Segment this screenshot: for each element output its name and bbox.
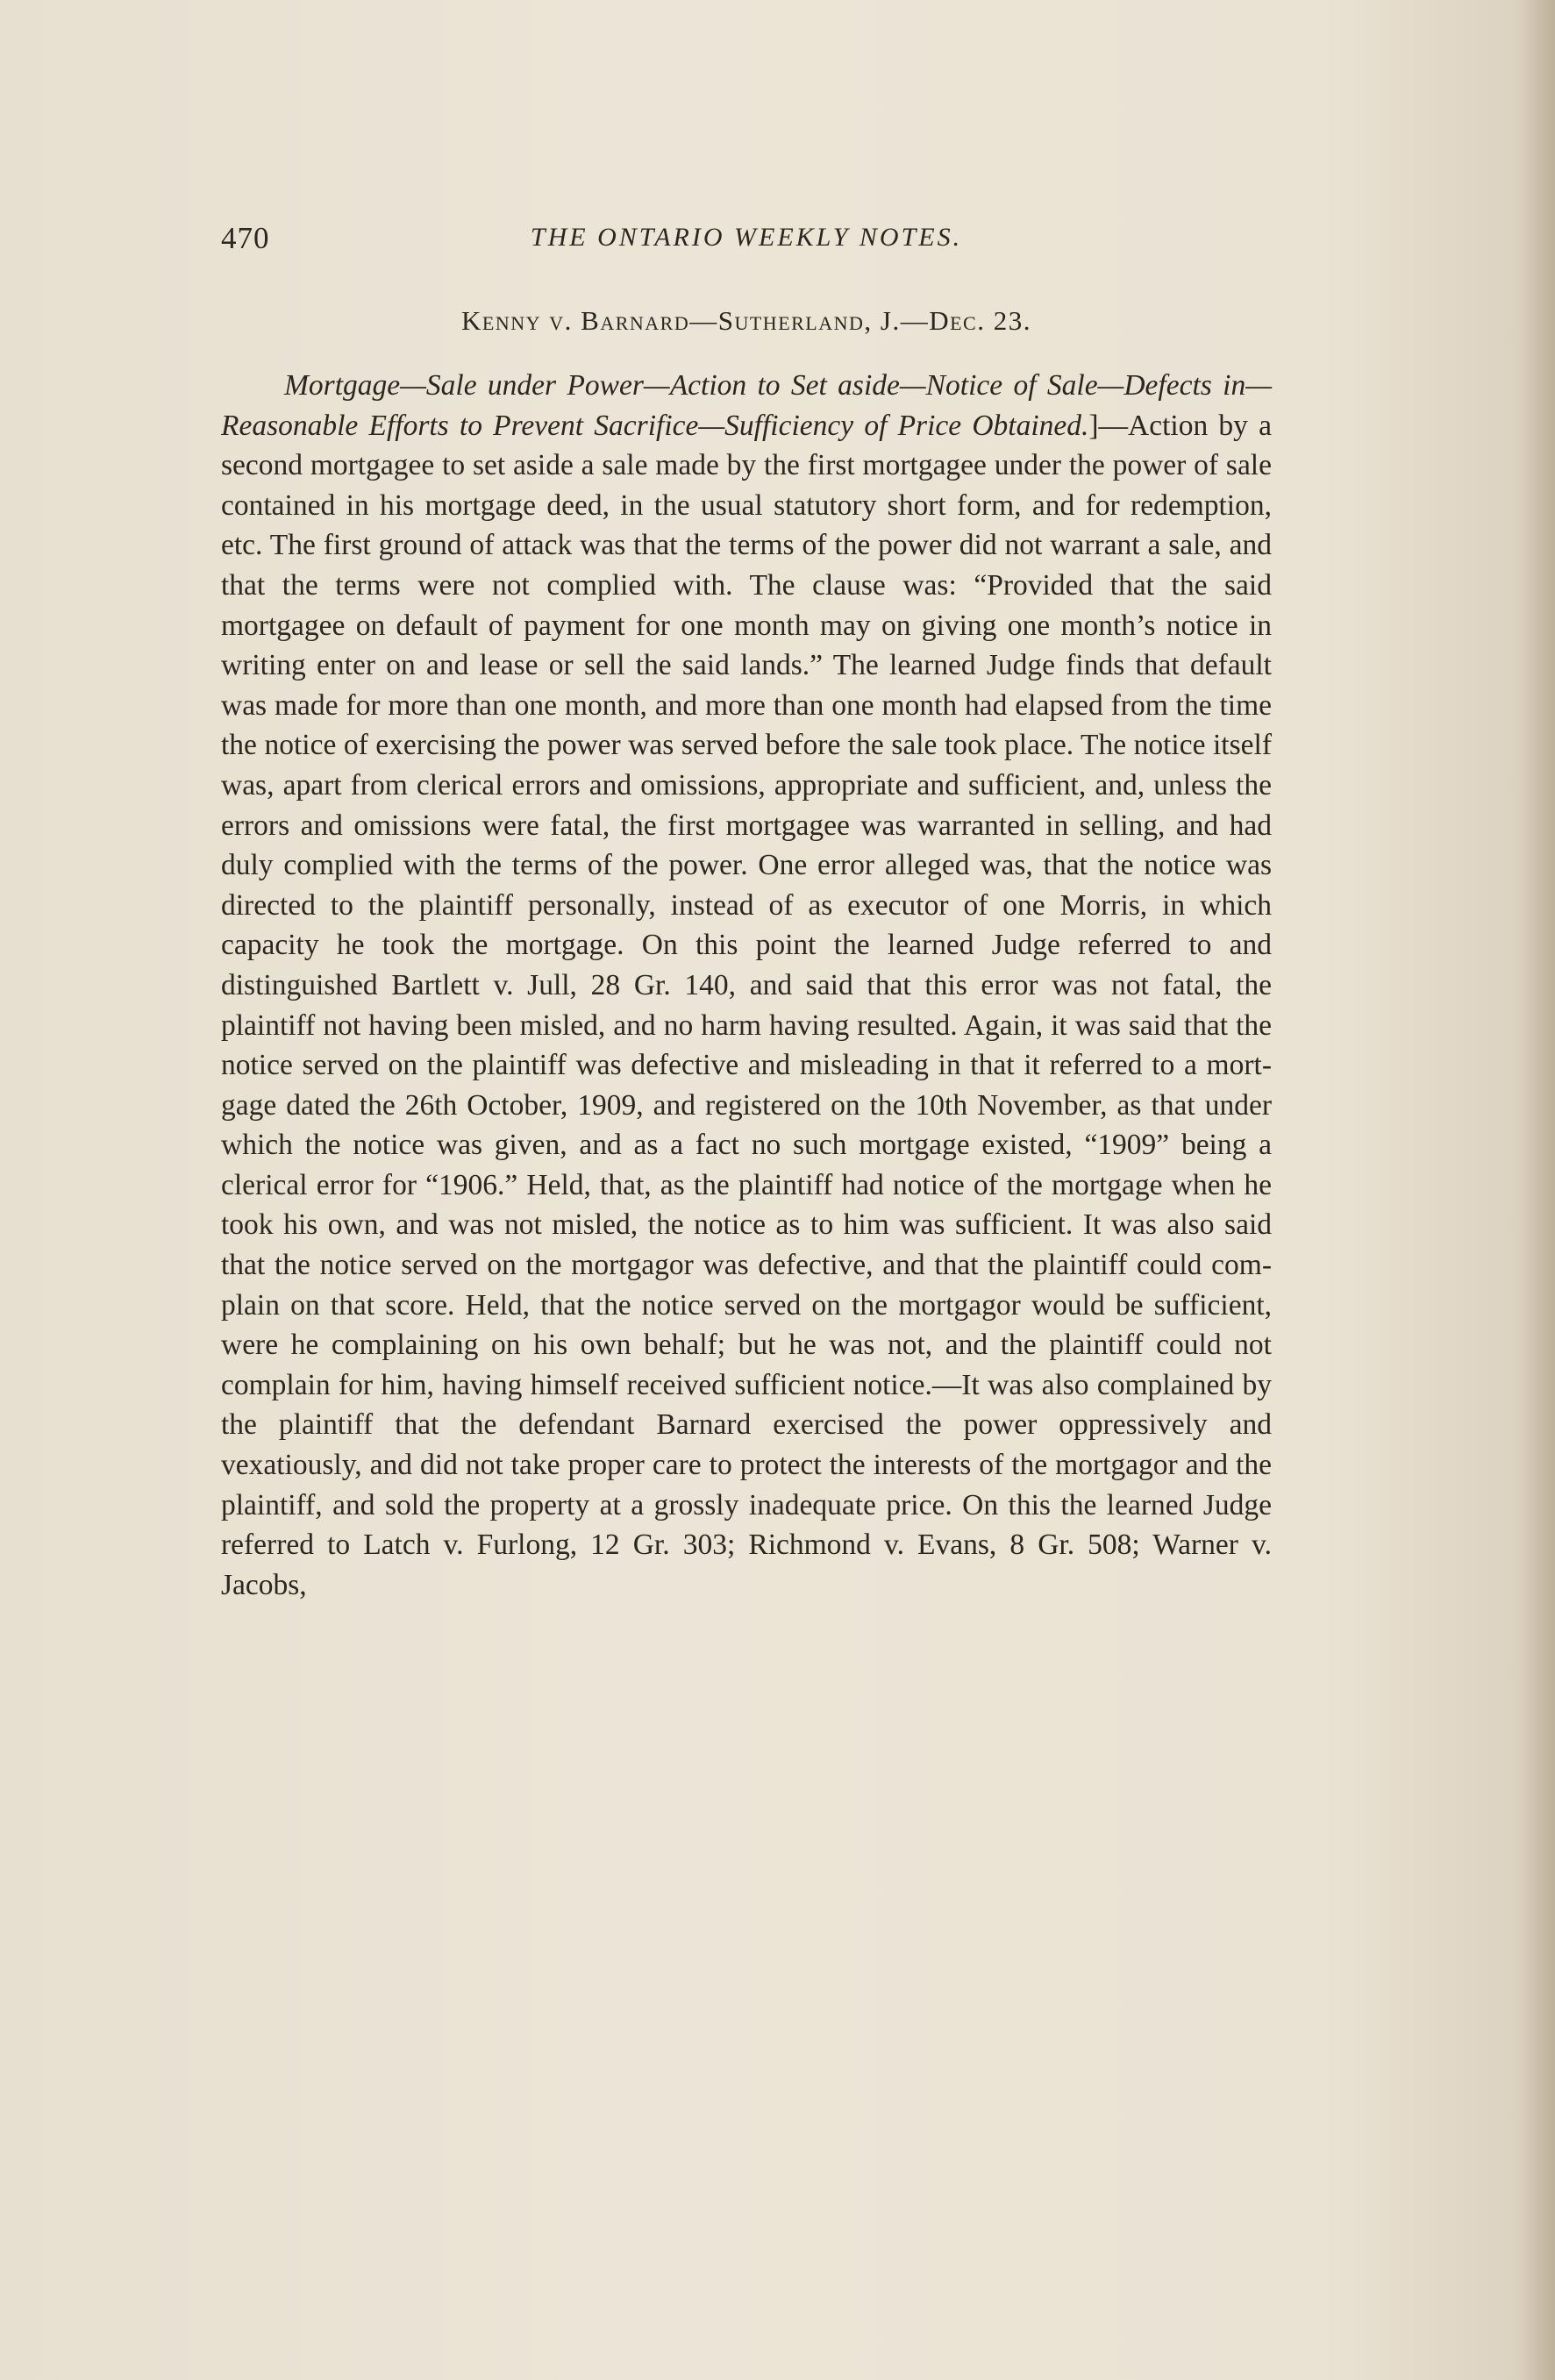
page-number: 470 <box>221 221 270 255</box>
page-header <box>221 221 1272 265</box>
case-title: Kenny v. Barnard—Sutherland, J.—Dec. 23. <box>461 305 1031 336</box>
page-edge-shadow <box>1522 0 1555 2380</box>
case-body <box>221 366 1272 1605</box>
case-text: ]—Action by a second mortgagee to set aside a sale made by the first mortgagee under the power of sale contained in his mortgage deed, in the usual statutory short form, and for redemption, etc. The first ground of attack was that the terms of the power did not warrant a sale, and that the terms were not complied with. The clause was: “Provided that the said mortgagee on default of payment for one month may on giving one month’s notice in writing enter on and lease or sell the said lands.” The learned Judge finds that default was made for more than one month, and more than one month had elapsed from the time the notice of exercising the power was served before the sale took place. The notice itself was, apart from clerical errors and omissions, appropriate and sufficient, and, unless the errors and omissions were fatal, the first mortgagee was warranted in selling, and had duly complied with the terms of the power. One error alleged was, that the notice was directed to the plaintiff personally, instead of as executor of one Morris, in which capacity he took the mortgage. On this point the learned Judge referred to and distinguished Bartlett v. Jull, 28 Gr. 140, and said that this error was not fatal, the plaintiff not having been misled, and no harm having resulted. Again, it was said that the notice served on the plaintiff was defective and misleading in that it referred to a mortgage dated the 26th October, 1909, and registered on the 10th November, as that under which the notice was given, and as a fact no such mortgage existed, “1909” being a clerical error for “1906.” Held, that, as the plaintiff had notice of the mortgage when he took his own, and was not misled, the notice as to him was sufficient. It was also said that the notice served on the mortgagor was defective, and that the plaintiff could complain on that score. Held, that the notice served on the mortgagor would be sufficient, were he complaining on his own behalf; but he was not, and the plaintiff could not complain for him, having himself received sufficient notice.—It was also complained by the plaintiff that the defendant Barnard exercised the power oppressively and vexatiously, and did not take proper care to protect the interests of the mortgagor and the plaintiff, and sold the property at a grossly inadequate price. On this the learned Judge referred to Latch v. Furlong, 12 Gr. 303; Richmond v. Evans, 8 Gr. 508; Warner v. Jacobs, <box>221 409 1273 1601</box>
case-headnote: Mortgage—Sale under Power—Action to Set aside—Notice of Sale—Defects in—Reasonable Efforts to Prevent Sacrifice—Sufficiency of Price Obtained. <box>221 369 1272 442</box>
running-title: THE ONTARIO WEEKLY NOTES. <box>530 223 963 252</box>
